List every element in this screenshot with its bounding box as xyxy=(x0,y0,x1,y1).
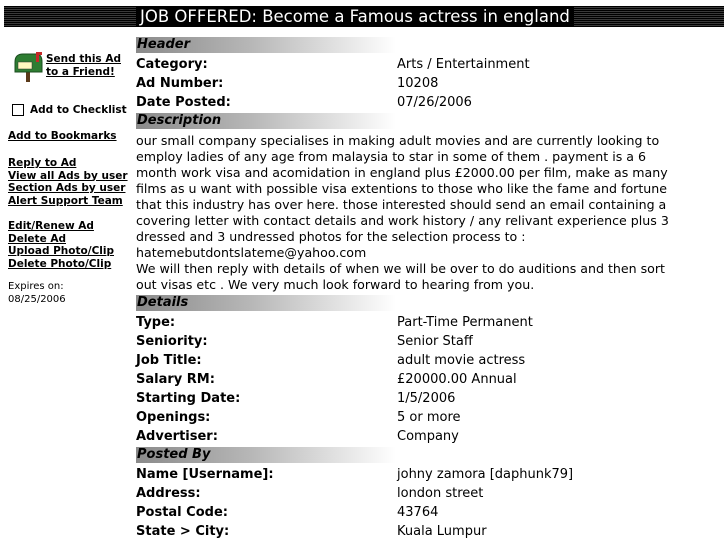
page-title: JOB OFFERED: Become a Famous actress in england xyxy=(136,6,574,27)
checklist-toggle[interactable] xyxy=(12,104,127,116)
description-line: that this industry has over here. those interested should send an email containing a xyxy=(136,197,667,212)
upload-photo-link[interactable]: Upload Photo/Clip xyxy=(8,245,114,257)
alert-support-link[interactable]: Alert Support Team xyxy=(8,194,123,207)
posted-row-label: Postal Code: xyxy=(136,505,228,520)
details-row-value: £20000.00 Annual xyxy=(397,372,517,387)
posted-row-label: State > City: xyxy=(136,524,230,539)
add-to-bookmarks-link[interactable]: Add to Bookmarks xyxy=(8,130,117,142)
description-text xyxy=(136,133,710,293)
section-description-title: Description xyxy=(137,113,222,128)
posted-row-label: Address: xyxy=(136,486,201,501)
send-ad-link[interactable]: Send this Ad xyxy=(46,53,121,65)
section-header-title: Header xyxy=(137,37,191,52)
description-line: employ ladies of any age from malaysia to star in some of them . payment is a 6 xyxy=(136,149,646,164)
edit-renew-link[interactable]: Edit/Renew Ad xyxy=(8,220,94,232)
details-row-label: Advertiser: xyxy=(136,429,218,444)
mailbox-icon[interactable] xyxy=(12,50,44,82)
description-line: hatemebutdontslateme@yahoo.com xyxy=(136,245,367,260)
posted-row-value: Kuala Lumpur xyxy=(397,524,487,539)
section-header xyxy=(136,37,396,53)
expires-info xyxy=(8,281,66,306)
details-row-value: 1/5/2006 xyxy=(397,391,456,406)
posted-row-value: london street xyxy=(397,486,484,501)
checklist-label: Add to Checklist xyxy=(30,104,127,116)
posted-row-value: 43764 xyxy=(397,505,439,520)
section-posted-by xyxy=(136,447,396,463)
details-row-label: Salary RM: xyxy=(136,372,215,387)
details-row-value: Senior Staff xyxy=(397,334,473,349)
section-details xyxy=(136,295,396,311)
details-row-label: Starting Date: xyxy=(136,391,241,406)
posted-row-value: johny zamora [daphunk79] xyxy=(397,467,574,482)
description-line: films as u want with possible visa extentions to those who like the fame and fortune xyxy=(136,181,667,196)
expires-date: 08/25/2006 xyxy=(8,293,66,305)
header-row-value: Arts / Entertainment xyxy=(397,57,530,72)
details-row-label: Job Title: xyxy=(136,353,202,368)
manage-group xyxy=(8,220,114,270)
title-bar xyxy=(4,6,724,27)
expires-label: Expires on: xyxy=(8,281,64,292)
description-line: dressed and 3 undressed photos for the selection process to : xyxy=(136,229,526,244)
delete-ad-link[interactable]: Delete Ad xyxy=(8,232,66,245)
section-description xyxy=(136,113,396,129)
view-all-ads-link[interactable]: View all Ads by user xyxy=(8,169,128,182)
section-ads-link[interactable]: Section Ads by user xyxy=(8,182,126,194)
details-row-value: 5 or more xyxy=(397,410,461,425)
details-row-value: Part-Time Permanent xyxy=(397,315,533,330)
details-row-label: Type: xyxy=(136,315,176,330)
details-row-value: adult movie actress xyxy=(397,353,526,368)
header-row-value: 10208 xyxy=(397,76,439,91)
description-line: month work visa and acomidation in england plus £2000.00 per film, make as many xyxy=(136,165,668,180)
send-ad-link-group xyxy=(46,53,121,78)
reply-group xyxy=(8,157,128,207)
bookmark-group xyxy=(8,130,117,143)
details-row-value: Company xyxy=(397,429,459,444)
description-line: covering letter with contact details and work history / any relivant experience plus 3 xyxy=(136,213,669,228)
header-row-label: Date Posted: xyxy=(136,95,231,110)
description-line: We will then reply with details of when we will be over to do auditions and then sort xyxy=(136,261,665,276)
checklist-checkbox[interactable] xyxy=(12,104,24,116)
description-line: out visas etc . We very much look forward to hearing from you. xyxy=(136,277,535,292)
posted-row-label: Name [Username]: xyxy=(136,467,274,482)
header-row-value: 07/26/2006 xyxy=(397,95,472,110)
send-ad-link-line2[interactable]: to a Friend! xyxy=(46,65,115,78)
description-line: our small company specialises in making adult movies and are currently looking to xyxy=(136,133,660,148)
section-posted-by-title: Posted By xyxy=(137,447,211,462)
delete-photo-link[interactable]: Delete Photo/Clip xyxy=(8,257,112,270)
details-row-label: Seniority: xyxy=(136,334,208,349)
reply-to-ad-link[interactable]: Reply to Ad xyxy=(8,157,77,169)
header-row-label: Category: xyxy=(136,57,208,72)
details-row-label: Openings: xyxy=(136,410,211,425)
header-row-label: Ad Number: xyxy=(136,76,224,91)
section-details-title: Details xyxy=(137,295,189,310)
